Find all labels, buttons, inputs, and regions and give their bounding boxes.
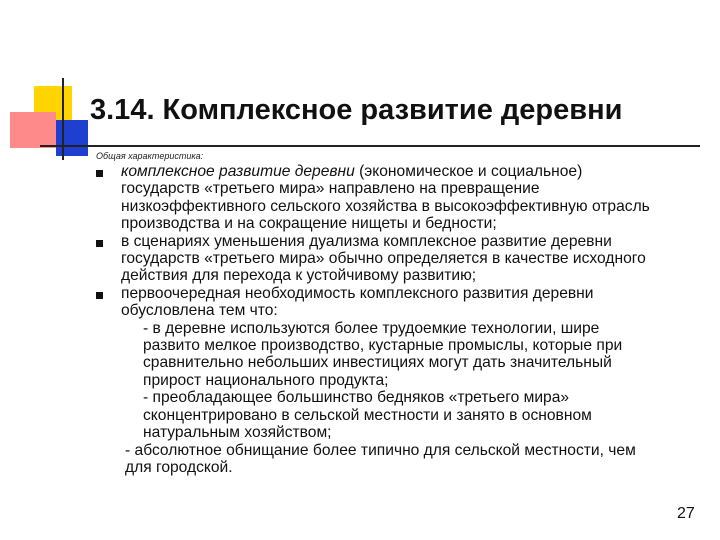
slide-subtitle: Общая характеристика: xyxy=(96,151,204,161)
bullet-lead-term: комплексное развитие деревни xyxy=(121,163,355,180)
sub-paragraph: - преобладающее большинство бедняков «третьего мира» сконцентрировано в сельской местности и занято в основном натуральным хозяйством; xyxy=(143,389,592,442)
decor-blue-square xyxy=(56,120,88,156)
sub-paragraph: - абсолютное обнищание более типично для сельской местности, чем для городской. xyxy=(125,441,636,476)
title-underline xyxy=(40,145,700,147)
bullet-text: в сценариях уменьшения дуализма комплексное развитие деревни государств «третьего мира» обычно определяется в качестве исходного действия для перехода к устойчивому развитию; xyxy=(121,232,646,285)
square-bullet-icon xyxy=(96,240,103,247)
page-number: 27 xyxy=(677,505,695,522)
square-bullet-icon xyxy=(96,292,103,299)
bullet-text: первоочередная необходимость комплексного развития деревни обусловлена тем что: xyxy=(121,284,594,320)
bullet-item-1 xyxy=(92,163,652,233)
bullet-list xyxy=(92,163,652,476)
bullet-text: (экономическое и социальное) государств «третьего мира» направлено на превращение низкоэффективного сельского хозяйства в высокоэффективную отрасль производства и на сокращение нищеты и бедности; xyxy=(121,163,650,233)
decor-vertical-line xyxy=(62,78,64,160)
bullet-item-3 xyxy=(92,285,652,476)
sub-paragraph: - в деревне используются более трудоемкие технологии, шире развито мелкое производство, кустарные промыслы, которые при сравнительно небольших инвестициях могут дать значительный прирост национального продукта; xyxy=(143,319,623,389)
slide-title: 3.14. Комплексное развитие деревни xyxy=(90,94,623,126)
square-bullet-icon xyxy=(96,170,103,177)
decor-red-square xyxy=(10,112,56,148)
bullet-item-2 xyxy=(92,233,652,285)
